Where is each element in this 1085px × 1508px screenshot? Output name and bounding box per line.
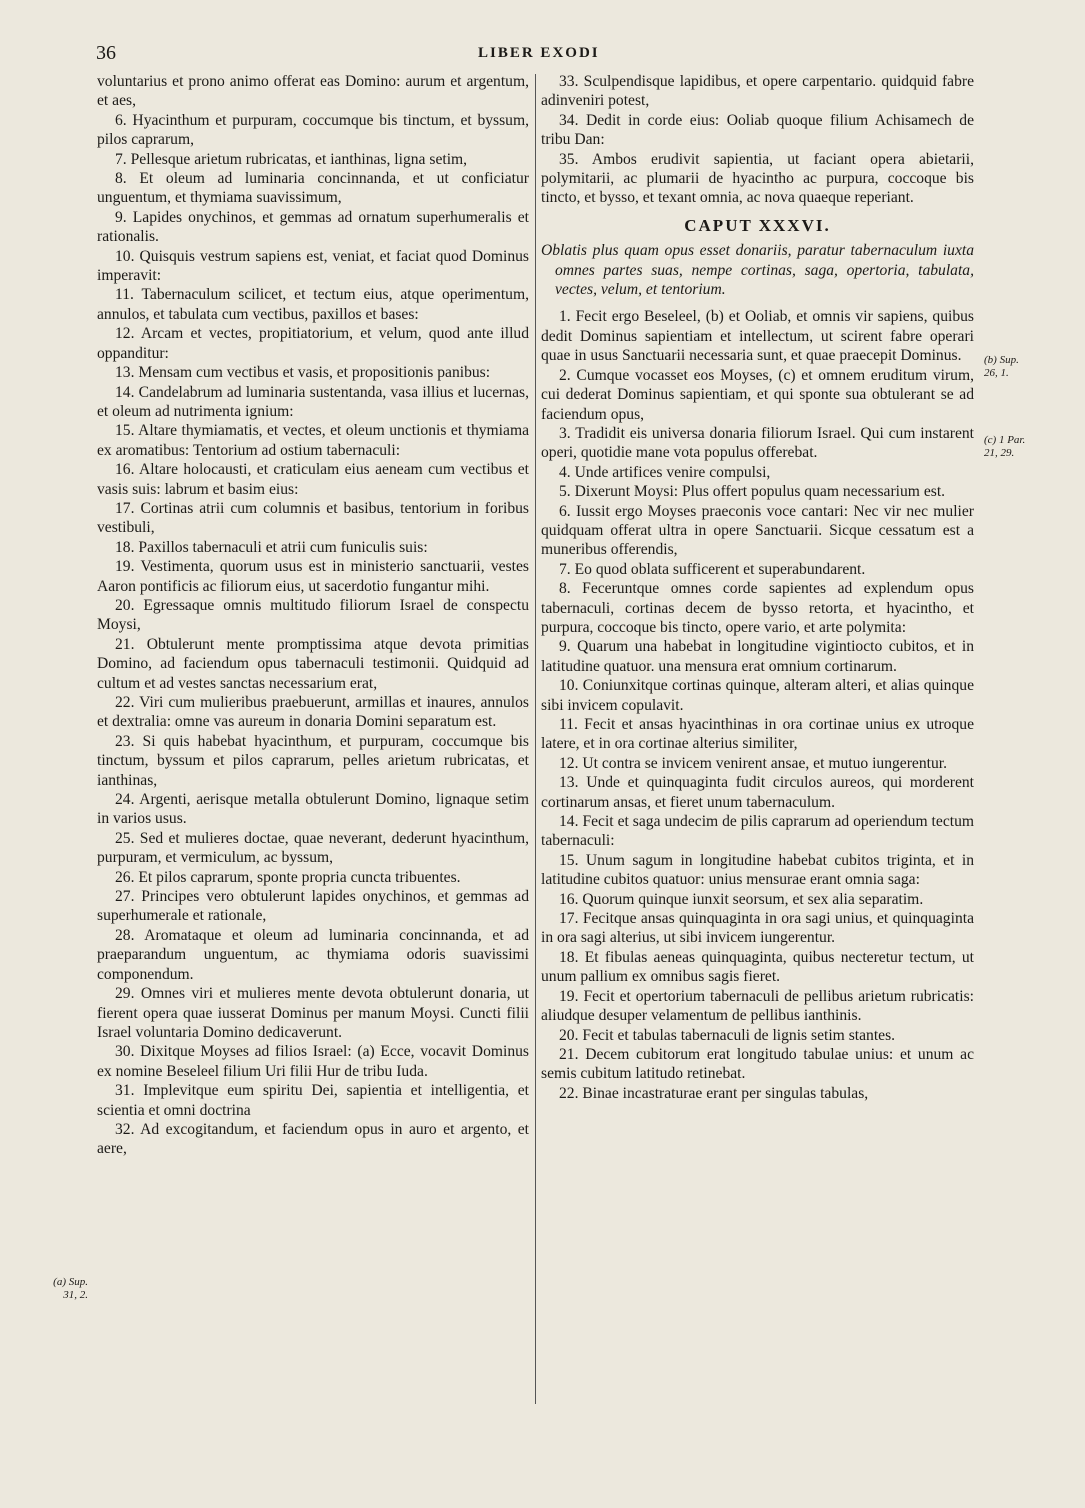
verse: 14. Fecit et saga undecim de pilis caprarum ad operiendum tectum tabernaculi: (541, 813, 974, 850)
verse: 21. Obtulerunt mente promptissima atque devota primitias Domino, ad faciendum opus tabernaculi testimonii. Quidquid ad cultum et ad vestes sanctas necessarium erat, (97, 635, 529, 692)
verse: 32. Ad excogitandum, et faciendum opus in auro et argento, et aere, (97, 1120, 529, 1158)
verse: 19. Fecit et opertorium tabernaculi de pellibus arietum rubricatis: aliudque desuper velamentum de pellibus ianthinis. (541, 987, 974, 1025)
verse: 11. Tabernaculum scilicet, et tectum eius, atque operimentum, annulos, et tabulata cum vectibus, paxillos et bases: (97, 286, 529, 323)
verse: 17. Fecitque ansas quinquaginta in ora sagi unius, et quinquaginta in ora sagi alterius, ut sibi invicem iungerentur. (541, 910, 974, 947)
margin-note-c: (c) 1 Par. 21, 29. (984, 434, 1026, 459)
verse: 13. Mensam cum vectibus et vasis, et propositionis panibus: (115, 364, 491, 382)
running-title: LIBER EXODI (478, 45, 600, 61)
margin-note-b: (b) Sup. 26, 1. (984, 354, 1019, 379)
verse: 34. Dedit in corde eius: Ooliab quoque filium Achisamech de tribu Dan: (541, 111, 974, 149)
verse: 16. Quorum quinque iunxit seorsum, et sex alia separatim. (559, 890, 924, 908)
verse: 10. Coniunxitque cortinas quinque, alteram alteri, et alias quinque sibi invicem copulavit. (541, 677, 974, 714)
verse: 7. Pellesque arietum rubricatas, et ianthinas, ligna setim, (115, 150, 468, 168)
verse: 21. Decem cubitorum erat longitudo tabulae unius: et unum ac semis cubitum latitudo retinebat. (541, 1045, 974, 1083)
column-divider (535, 74, 536, 1404)
verse: 31. Implevitque eum spiritu Dei, sapientia et intelligentia, et scientia et omni doctrina (97, 1082, 529, 1119)
left-column (97, 72, 529, 1159)
verse: 18. Et fibulas aeneas quinquaginta, quibus necteretur tectum, ut unum pallium ex omnibus sagis fieret. (541, 948, 974, 986)
verse: 6. Iussit ergo Moyses praeconis voce cantari: Nec vir nec mulier quidquam offerat ultra in opere Sanctuarii. Sicque cessatum est a muneribus offerendis, (541, 502, 974, 559)
verse: 23. Si quis habebat hyacinthum, et purpuram, coccumque bis tinctum, byssum et pilos caprarum, pelles arietum rubricatas, et ianthinas, (97, 732, 529, 789)
verse: 28. Aromataque et oleum ad luminaria concinnanda, et ad praeparandum unguentum, ac thymiama odoris suavissimi componendum. (97, 926, 529, 983)
verse: 17. Cortinas atrii cum columnis et basibus, tentorium in foribus vestibuli, (97, 499, 529, 537)
verse: 2. Cumque vocasset eos Moyses, (c) et omnem eruditum virum, cui dederat Dominus sapientiam, et qui sponte sua obtulerant se ad faciendum opus, (541, 366, 974, 423)
verse: 20. Egressaque omnis multitudo filiorum Israel de conspectu Moysi, (97, 596, 529, 634)
chapter-heading: CAPUT XXXVI. (684, 215, 831, 235)
page-number: 36 (96, 42, 116, 64)
verse: 14. Candelabrum ad luminaria sustentanda, vasa illius et lucernas, et oleum ad nutrimenta ignium: (97, 383, 529, 420)
verse: 26. Et pilos caprarum, sponte propria cuncta tribuentes. (115, 868, 461, 886)
verse: 15. Altare thymiamatis, et vectes, et oleum unctionis et thymiama ex aromatibus: Tentorium ad ostium tabernaculi: (97, 422, 529, 459)
verse: 30. Dixitque Moyses ad filios Israel: (a) Ecce, vocavit Dominus ex nomine Beseleel filium Uri filii Hur de tribu Iuda. (97, 1043, 529, 1080)
verse: 4. Unde artifices venire compulsi, (559, 463, 771, 481)
verse: 22. Viri cum mulieribus praebuerunt, armillas et inaures, annulos et dextralia: omne vas aureum in donaria Domini separatum est. (97, 694, 529, 731)
verse: 3. Tradidit eis universa donaria filiorum Israel. Qui cum instarent operi, quotidie mane vota populus offerebat. (541, 424, 974, 462)
chapter-summary: Oblatis plus quam opus esset donariis, paratur tabernaculum iuxta omnes partes suas, nempe cortinas, saga, opertoria, tabulata, vectes, velum, et tentorium. (541, 242, 974, 299)
verse: voluntarius et prono animo offerat eas Domino: aurum et argentum, et aes, (97, 73, 529, 110)
verse: 13. Unde et quinquaginta fudit circulos aureos, qui morderent cortinarum ansas, et fieret unum tabernaculum. (541, 774, 974, 811)
verse: 16. Altare holocausti, et craticulam eius aeneam cum vectibus et vasis suis: labrum et basim eius: (97, 461, 529, 498)
right-column-verses-before (541, 72, 974, 208)
verse: 9. Lapides onychinos, et gemmas ad ornatum superhumeralis et rationalis. (97, 208, 529, 246)
verse: 1. Fecit ergo Beseleel, (b) et Ooliab, et omnis vir sapiens, quibus dedit Dominus sapientiam et intellectum, ut scirent fabre operari quae in usus Sanctuarii necessaria sunt, et quae praecepit Dominus. (541, 308, 974, 365)
verse: 35. Ambos erudivit sapientia, ut faciant opera abietarii, polymitarii, ac plumarii de hyacintho ac purpura, coccoque bis tincto, et bysso, et texant omnia, ac nova quaeque reperiant. (541, 150, 974, 207)
verse: 12. Ut contra se invicem venirent ansae, et mutuo iungerentur. (559, 754, 947, 772)
verse: 24. Argenti, aerisque metalla obtulerunt Domino, lignaque setim in varios usus. (97, 791, 529, 828)
verse: 7. Eo quod oblata sufficerent et superabundarent. (559, 560, 866, 578)
verse: 27. Principes vero obtulerunt lapides onychinos, et gemmas ad superhumerale et rationale, (97, 888, 529, 925)
verse: 22. Binae incastraturae erant per singulas tabulas, (559, 1084, 869, 1102)
verse: 8. Feceruntque omnes corde sapientes ad explendum opus tabernaculi, cortinas decem de bysso retorta, et hyacintho, et purpura, coccoque bis tincto, opere vario, et arte polymita: (541, 580, 974, 636)
margin-note-a: (a) Sup. 31, 2. (53, 1276, 88, 1301)
verse: 8. Et oleum ad luminaria concinnanda, et ut conficiatur unguentum, et thymiama suavissimum, (97, 170, 529, 207)
verse: 25. Sed et mulieres doctae, quae neverant, dederunt hyacinthum, purpuram, et vermiculum, ac byssum, (97, 829, 529, 867)
right-column (541, 72, 974, 1103)
verse: 11. Fecit et ansas hyacinthinas in ora cortinae unius ex utroque latere, et in ora cortinae alterius similiter, (541, 716, 974, 753)
verse: 9. Quarum una habebat in longitudine vigintiocto cubitos, et in latitudine quatuor. una mensura erat omnium cortinarum. (541, 638, 974, 675)
verse: 20. Fecit et tabulas tabernaculi de lignis setim stantes. (559, 1026, 896, 1044)
verse: 19. Vestimenta, quorum usus est in ministerio sanctuarii, vestes Aaron pontificis ac filiorum eius, ut sacerdotio fungantur mihi. (97, 558, 529, 595)
verse: 33. Sculpendisque lapidibus, et opere carpentario. quidquid fabre adinveniri potest, (541, 73, 974, 110)
verse: 10. Quisquis vestrum sapiens est, veniat, et faciat quod Dominus imperavit: (97, 247, 529, 285)
verse: 18. Paxillos tabernaculi et atrii cum funiculis suis: (115, 538, 428, 556)
verse: 12. Arcam et vectes, propitiatorium, et velum, quod ante illud oppanditur: (97, 325, 529, 362)
verse: 6. Hyacinthum et purpuram, coccumque bis tinctum, et byssum, pilos caprarum, (97, 111, 529, 149)
right-column-verses-after (541, 307, 974, 1103)
verse: 29. Omnes viri et mulieres mente devota obtulerunt donaria, ut fierent opera quae iusserat Dominus per manum Moysi. Cuncti filii Israel voluntaria Domino dedicaverunt. (97, 985, 529, 1041)
verse: 5. Dixerunt Moysi: Plus offert populus quam necessarium est. (559, 483, 946, 501)
verse: 15. Unum sagum in longitudine habebat cubitos triginta, et in latitudine cubitos quatuor: unius mensurae erant omnia saga: (541, 851, 974, 889)
